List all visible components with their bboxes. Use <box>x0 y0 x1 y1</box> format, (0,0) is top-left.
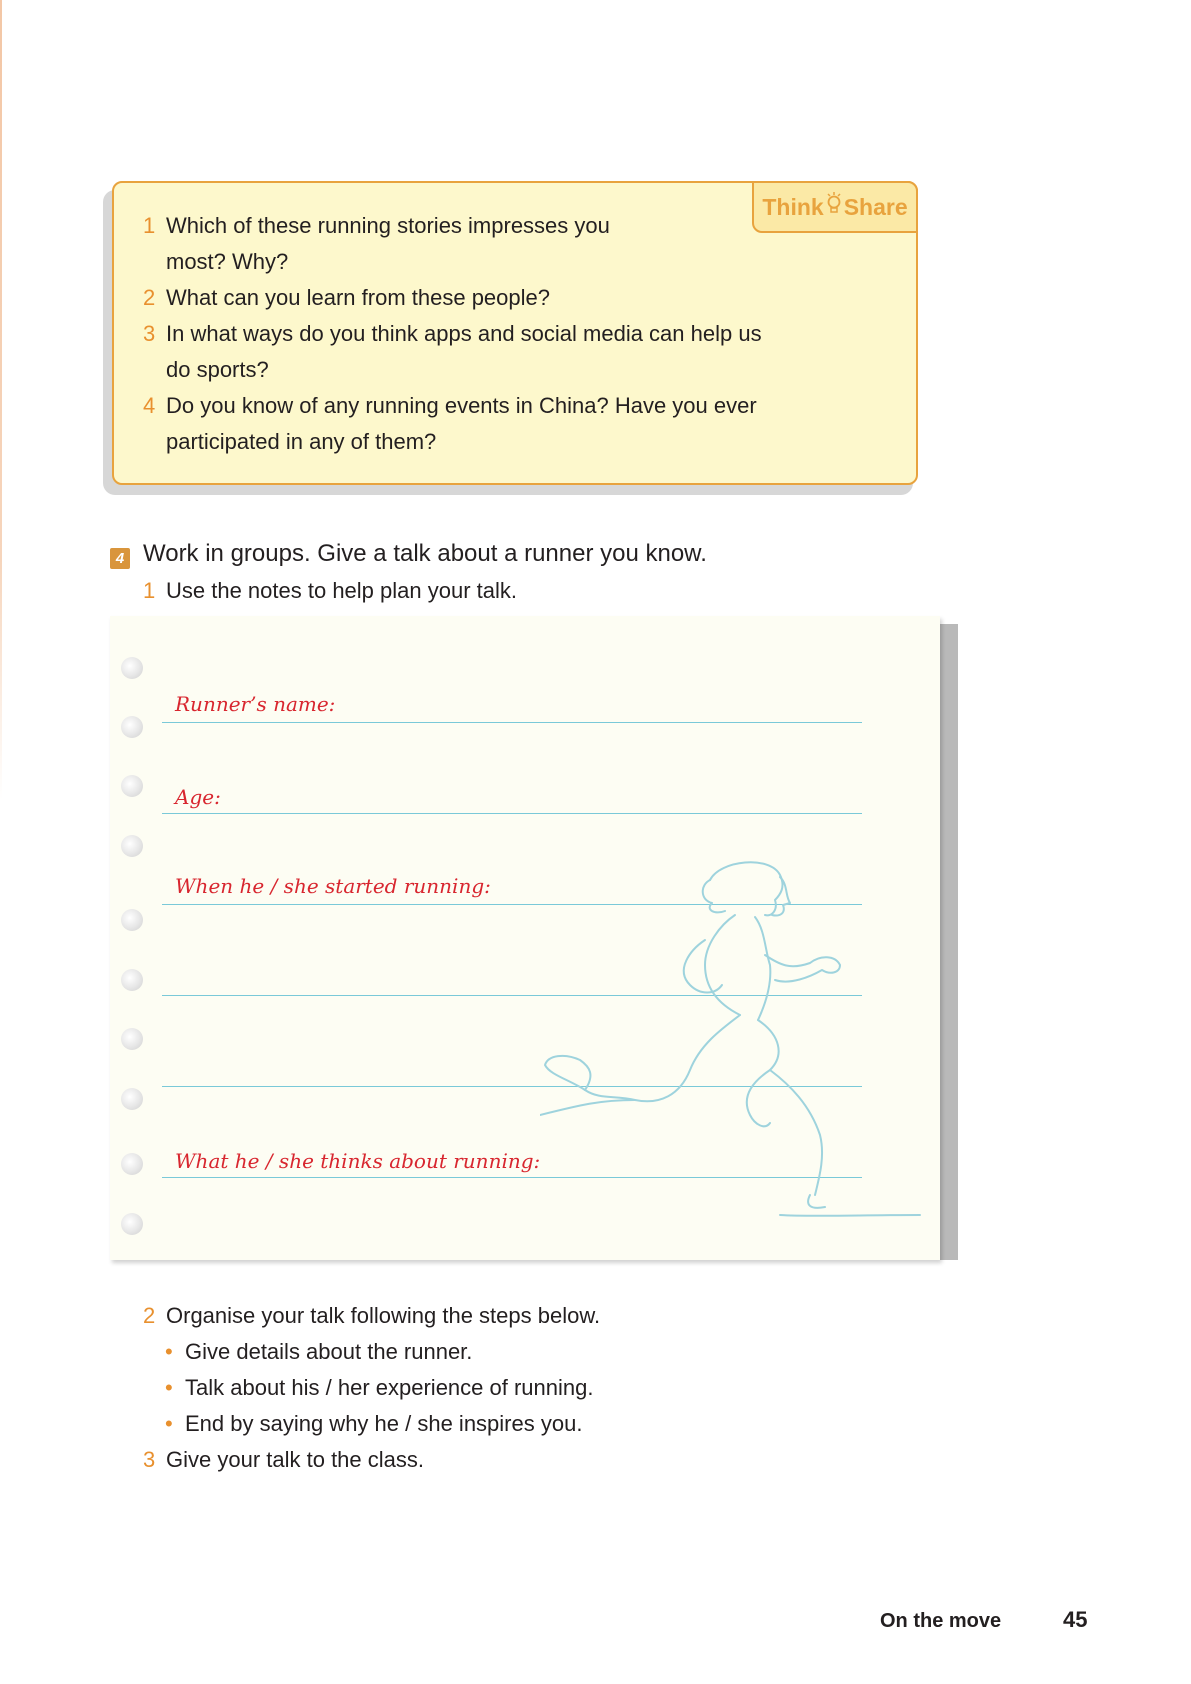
binder-hole <box>121 1213 143 1235</box>
page-number: 45 <box>1063 1607 1088 1632</box>
question-text: Do you know of any running events in China? Have you ever <box>166 393 757 418</box>
bullet-dot-icon: • <box>165 1375 173 1400</box>
writing-line <box>162 722 862 723</box>
step-text: Organise your talk following the steps below. <box>166 1303 601 1328</box>
question-number: 2 <box>143 285 156 310</box>
think-share-questions <box>143 208 843 460</box>
bullet-text: End by saying why he / she inspires you. <box>185 1411 583 1436</box>
thinks-about-running-label: What he / she thinks about running: <box>175 1149 541 1173</box>
bullet-text: Talk about his / her experience of running. <box>185 1375 594 1400</box>
activity-number-badge: 4 <box>110 548 130 569</box>
runner-illustration <box>540 855 940 1235</box>
step-2 <box>143 1298 600 1334</box>
question-text-cont: most? Why? <box>166 249 289 274</box>
page-edge-strip <box>0 0 2 800</box>
step-number: 3 <box>143 1447 156 1472</box>
step-3 <box>143 1442 424 1478</box>
started-running-label: When he / she started running: <box>175 874 491 898</box>
step-text: Give your talk to the class. <box>166 1447 424 1472</box>
binder-hole <box>121 716 143 738</box>
binder-hole <box>121 909 143 931</box>
share-label: Share <box>843 193 908 220</box>
question-number: 3 <box>143 321 156 346</box>
step-1 <box>143 573 517 609</box>
binder-hole <box>121 1153 143 1175</box>
binder-hole <box>121 969 143 991</box>
question-text: In what ways do you think apps and social media can help us <box>166 321 762 346</box>
binder-hole <box>121 775 143 797</box>
bullet-dot-icon: • <box>165 1339 173 1364</box>
footer-section-title: On the move <box>880 1610 1002 1632</box>
think-label: Think <box>762 193 824 220</box>
age-label: Age: <box>175 785 221 809</box>
question-text: Which of these running stories impresses you <box>166 213 610 238</box>
binder-hole <box>121 835 143 857</box>
question-text-cont: participated in any of them? <box>166 429 437 454</box>
question-3 <box>143 316 843 388</box>
question-number: 4 <box>143 393 156 418</box>
question-1 <box>143 208 843 280</box>
runner-name-label: Runner’s name: <box>175 692 336 716</box>
binder-hole <box>121 657 143 679</box>
bullet-item <box>165 1406 582 1442</box>
question-text-cont: do sports? <box>166 357 269 382</box>
bullet-text: Give details about the runner. <box>185 1339 473 1364</box>
step-text: Use the notes to help plan your talk. <box>166 578 517 603</box>
bullet-item <box>165 1370 593 1406</box>
step-number: 1 <box>143 578 156 603</box>
writing-line <box>162 813 862 814</box>
binder-hole <box>121 1028 143 1050</box>
question-number: 1 <box>143 213 156 238</box>
binder-hole <box>121 1088 143 1110</box>
question-text: What can you learn from these people? <box>166 285 551 310</box>
step-number: 2 <box>143 1303 156 1328</box>
question-2 <box>143 280 843 316</box>
bullet-item <box>165 1334 472 1370</box>
bullet-dot-icon: • <box>165 1411 173 1436</box>
activity-title: Work in groups. Give a talk about a runner you know. <box>143 540 707 567</box>
question-4 <box>143 388 843 460</box>
